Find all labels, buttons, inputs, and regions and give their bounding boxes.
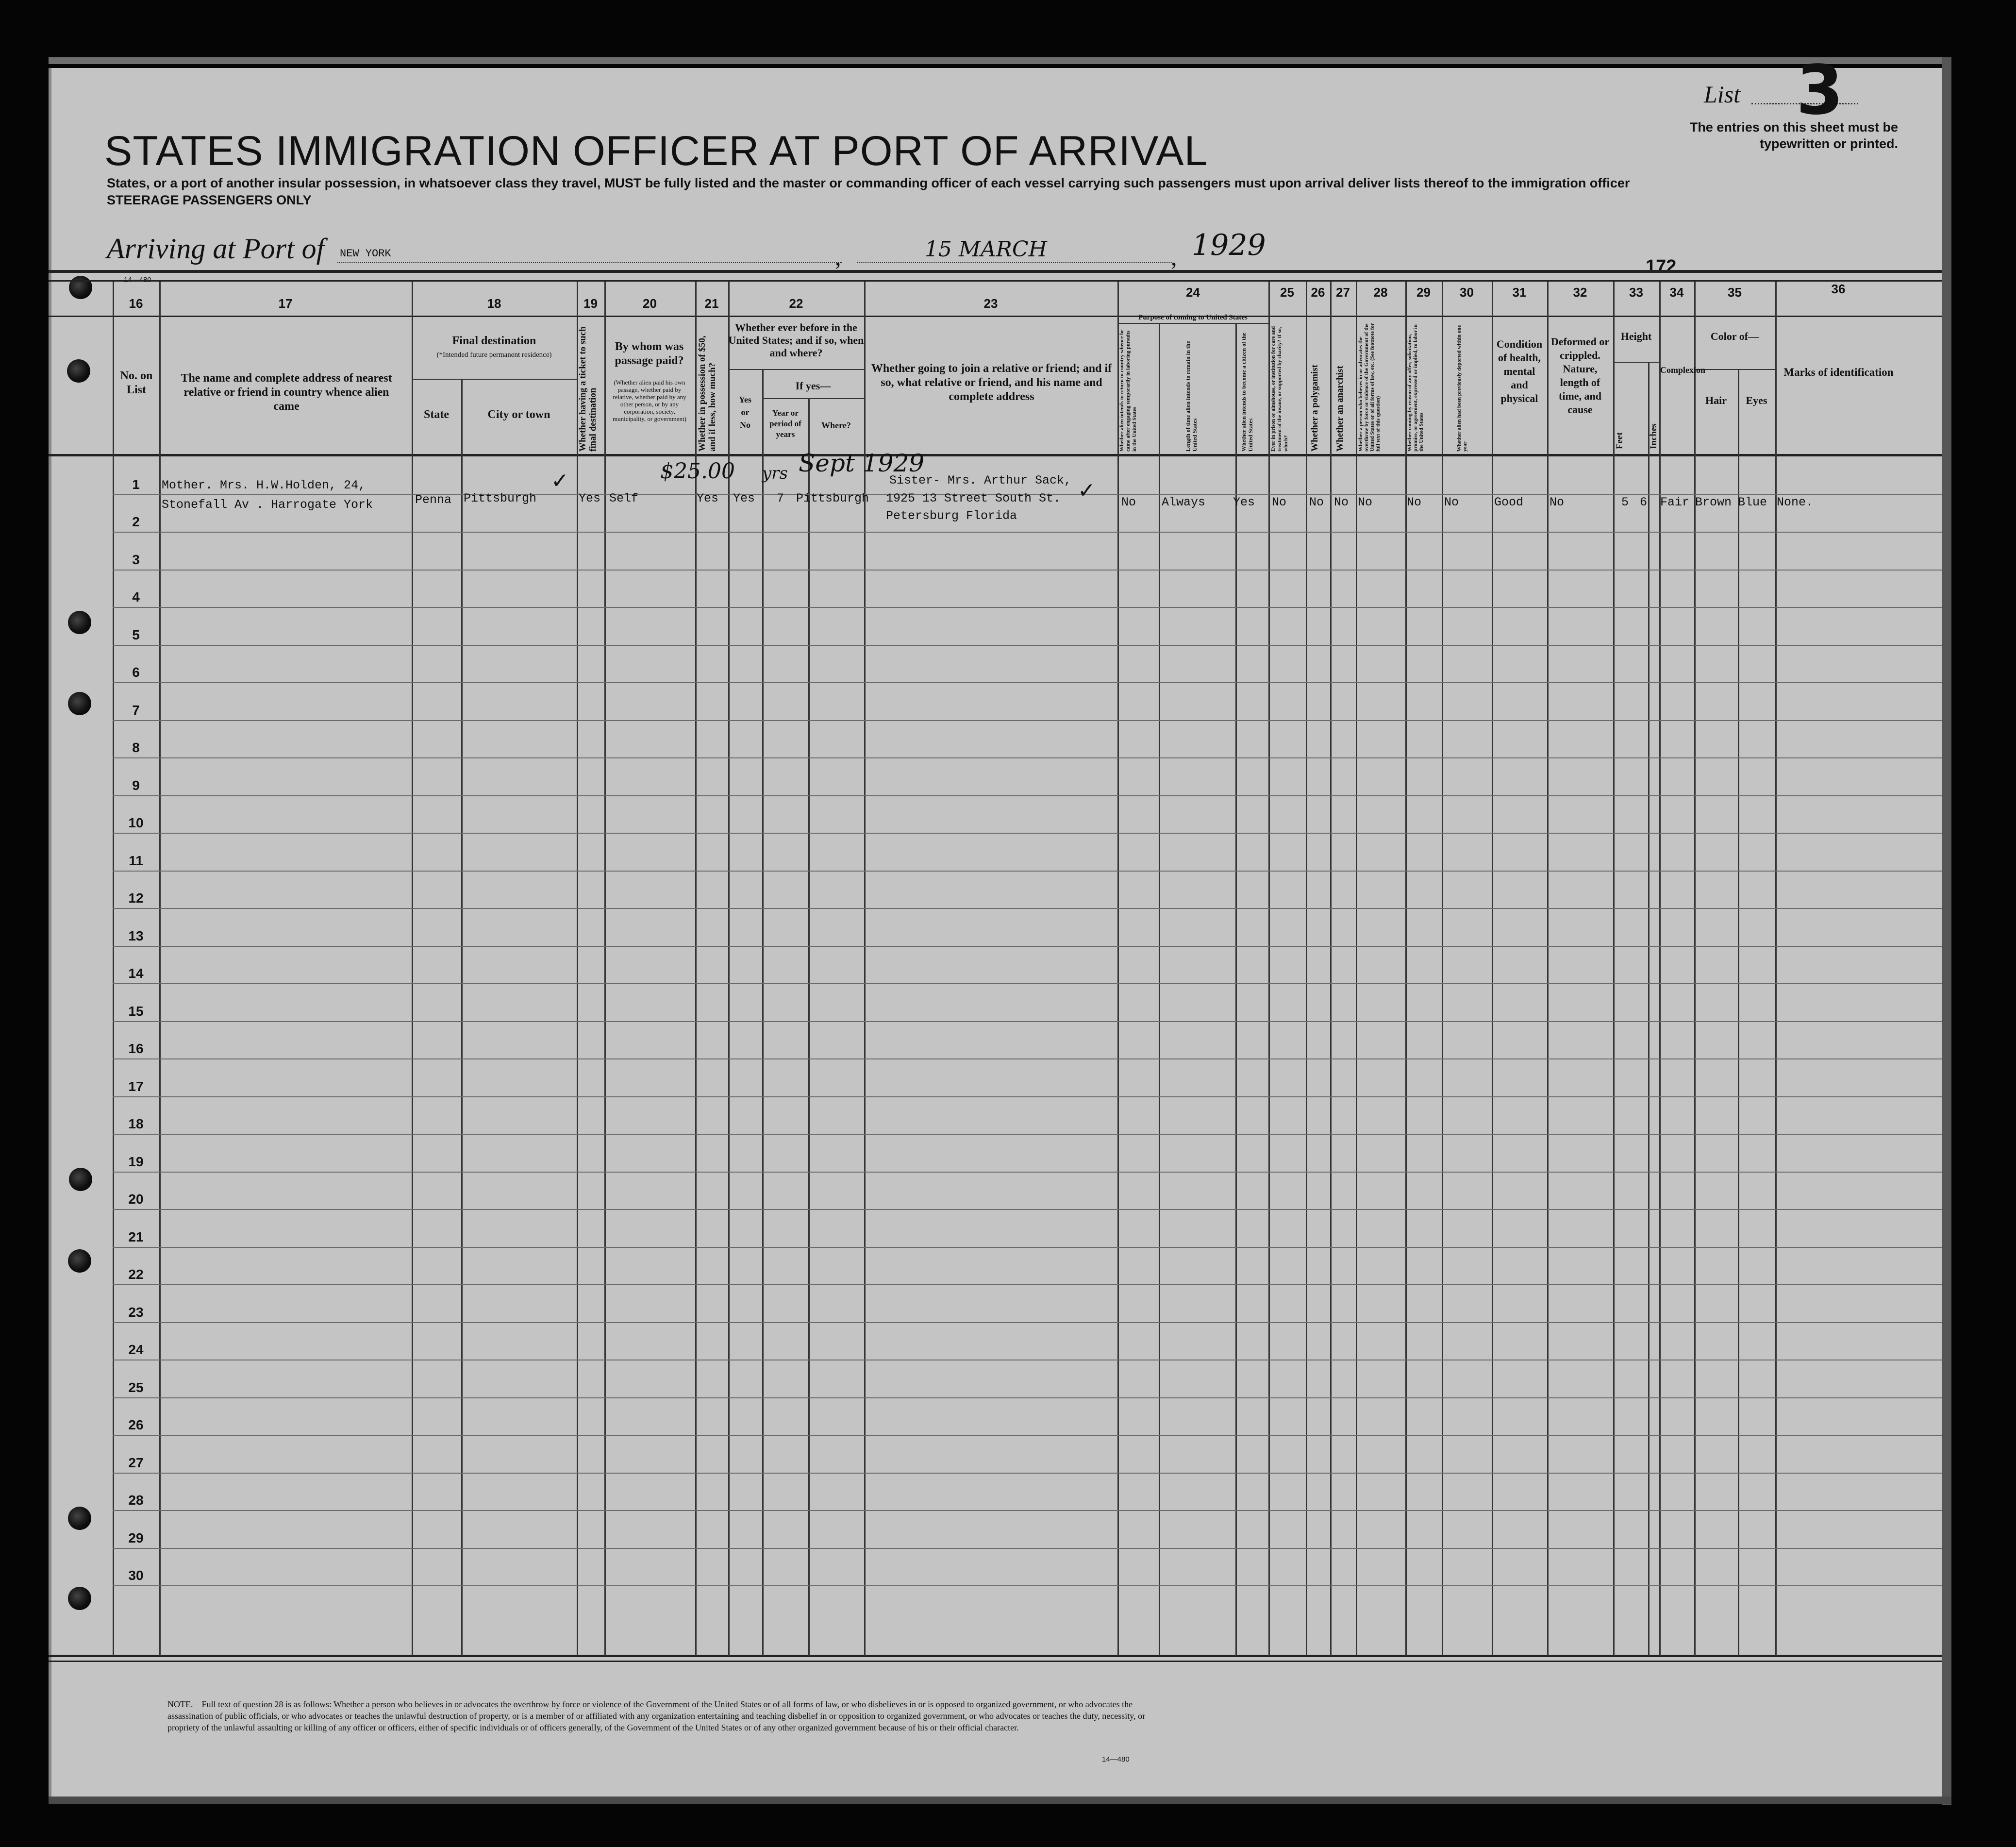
colnum-20: 20 [643, 296, 657, 311]
col-line [1613, 282, 1615, 1656]
header-purpose-citizen: Whether alien intends to become a citizen of the United States [1240, 332, 1254, 452]
header-passage-paid: By whom was passage paid? [615, 340, 684, 367]
marks-value: None. [1777, 495, 1814, 509]
row-number: 12 [128, 890, 144, 906]
row-number: 23 [128, 1305, 144, 1320]
row-rule [113, 795, 1942, 796]
height-feet-value: 5 [1621, 495, 1629, 509]
row-number: 18 [128, 1116, 144, 1131]
destination-state: Penna [415, 493, 452, 507]
row-number: 22 [128, 1267, 144, 1282]
col-line [1405, 282, 1407, 1656]
row-rule [113, 871, 1942, 872]
header-deported: Whether alien had been previously deported within one year [1456, 325, 1468, 452]
page-edge-right [1942, 57, 1951, 1805]
col-line [1268, 282, 1270, 1656]
binder-hole [68, 611, 91, 634]
header-polygamist: Whether a polygamist [1310, 364, 1320, 452]
check-mark: ✓ [551, 469, 569, 493]
colnum-18: 18 [487, 296, 501, 311]
row-number: 8 [132, 740, 140, 755]
relative-address-line1: Mother. Mrs. H.W.Holden, 24, [162, 478, 366, 492]
header-if-yes: If yes— [795, 380, 831, 392]
header-deformed: Deformed or crippled. Nature, length of time, and cause [1550, 336, 1610, 416]
row-number: 16 [128, 1041, 144, 1056]
header-ticket: Whether having a ticket to such final destination [578, 326, 598, 452]
header-height: Height [1620, 330, 1652, 342]
colnum-32: 32 [1573, 285, 1587, 300]
list-number: 3 [1796, 51, 1844, 130]
col-line [577, 282, 578, 1656]
subheader-rule [1613, 362, 1659, 363]
header-bottom-rule [49, 454, 1942, 456]
row-rule [113, 1435, 1942, 1436]
date-underline [857, 262, 1172, 263]
header-state: State [424, 408, 449, 421]
row-number: 6 [132, 665, 140, 680]
colnum-22: 22 [789, 296, 803, 311]
row-number: 5 [132, 627, 140, 642]
list-label: List [1704, 81, 1741, 108]
col-line [1648, 362, 1649, 1656]
subheader-rule [762, 398, 864, 399]
money-handwritten: $25.00 [660, 459, 735, 484]
prison-value: No [1272, 495, 1287, 509]
row-rule [113, 1510, 1942, 1511]
col-line [1694, 282, 1696, 1656]
date-handwritten: Sept 1929 [799, 449, 925, 477]
row-rule [113, 1473, 1942, 1474]
row-number: 9 [132, 778, 140, 793]
row-number: 7 [132, 703, 140, 718]
deformed-value: No [1549, 495, 1565, 509]
binder-hole [69, 1168, 92, 1191]
subheader-rule [412, 379, 577, 380]
row-rule [113, 607, 1942, 608]
header-nearest-relative: The name and complete address of nearest relative or friend in country whence alien came [181, 372, 392, 413]
row-rule [113, 1058, 1942, 1059]
page-title: STATES IMMIGRATION OFFICER AT PORT OF ARRIVAL [104, 128, 1208, 174]
colnum-33: 33 [1629, 285, 1643, 300]
ticket-value: Yes [579, 491, 601, 505]
col-line [864, 282, 866, 1656]
col-line [604, 282, 606, 1656]
header-final-destination: Final destination [452, 335, 536, 347]
col-line [1356, 282, 1357, 1656]
colnum-16: 16 [129, 296, 143, 311]
header-marks: Marks of identification [1783, 366, 1894, 378]
footnote: NOTE.—Full text of question 28 is as follows: Whether a person who believes in or advocates the overthrow by force or violence of the Government of the United States or of all forms of law, or who disbelieves in or is opposed to organized government, or who advocates the assassination of public officials, or who advocates or teaches the unlawful destruction of property, or is a member of or affiliated with any organization entertaining and teaching disbelief in or opposition to organized government, or who advocates or teaches the duty, necessity, or propriety of the unlawful assaulting or killing of any officer or officers, either of specific individuals or of officers generally, of the Government of the United States or of any other organized government because of his or their official character. [167, 1699, 1146, 1732]
colnum-31: 31 [1512, 285, 1527, 300]
colnum-26: 26 [1311, 285, 1325, 300]
table-bottom-rule-2 [49, 1661, 1942, 1662]
row-rule [113, 1322, 1942, 1323]
row-rule [113, 1548, 1942, 1549]
passage-value: Self [609, 491, 639, 505]
footnote-form-number: 14—480 [1102, 1755, 1130, 1763]
colnum-21: 21 [704, 296, 719, 311]
anarchist-value: No [1334, 495, 1349, 509]
colnum-19: 19 [583, 296, 598, 311]
row-number: 17 [128, 1079, 144, 1094]
row-rule [113, 532, 1942, 533]
relative-address-line2: Stonefall Av . Harrogate York [162, 498, 373, 512]
length-value: Always [1162, 495, 1206, 509]
row-number: 3 [132, 552, 140, 567]
row-rule [113, 757, 1942, 758]
table-top-rule [49, 270, 1942, 273]
row-number: 11 [129, 853, 143, 868]
col-line [1775, 282, 1777, 1656]
row-rule [113, 908, 1942, 909]
date-value: 15 MARCH [925, 237, 1047, 262]
header-feet: Feet [1615, 432, 1625, 449]
subheader-rule [728, 369, 864, 370]
hair-value: Brown [1695, 495, 1732, 509]
row-number: 26 [128, 1417, 144, 1432]
table-bottom-rule [49, 1655, 1942, 1657]
sheet-number: 172 [1646, 256, 1677, 277]
header-possession-50: Whether in possession of $50, and if less, how much? [697, 336, 717, 452]
col-line [159, 282, 161, 1656]
col-line [695, 282, 697, 1656]
subheader-rule [1117, 323, 1268, 324]
header-color-of: Color of— [1710, 330, 1759, 342]
col-line [1306, 282, 1307, 1656]
contract-value: No [1407, 495, 1422, 509]
row-rule [113, 1247, 1942, 1248]
binder-hole [67, 359, 90, 383]
row-number: 20 [128, 1192, 144, 1207]
where-value: Pittsburgh [796, 491, 869, 505]
col-line [808, 398, 810, 1656]
row-number: 21 [128, 1229, 144, 1244]
colnum-27: 27 [1336, 285, 1350, 300]
row-number: 14 [128, 966, 144, 981]
row-number: 30 [128, 1568, 144, 1583]
ever-before-value: Yes [733, 491, 755, 505]
colnum-35: 35 [1728, 285, 1742, 300]
subheader-rule [1694, 369, 1775, 370]
col-line [412, 282, 413, 1656]
row-number: 25 [128, 1380, 144, 1395]
deported-value: No [1444, 495, 1459, 509]
row-number: 2 [132, 514, 140, 529]
colnum-36: 36 [1831, 282, 1846, 296]
col-line [1738, 369, 1739, 1656]
row-number: 27 [128, 1455, 144, 1470]
port-value: NEW YORK [340, 248, 391, 260]
year-value: 1929 [1192, 228, 1266, 262]
header-inches: Inches [1649, 423, 1659, 449]
joining-line1: Sister- Mrs. Arthur Sack, [889, 473, 1072, 487]
row-rule [113, 983, 1942, 984]
health-value: Good [1494, 495, 1524, 509]
col-line [762, 369, 764, 1656]
row-rule [113, 570, 1942, 571]
year-value: 7 [777, 491, 784, 505]
col-line [1159, 323, 1160, 1656]
row-rule [113, 1172, 1942, 1173]
header-ever-before: Whether ever before in the United States; and if so, when and where? [728, 321, 864, 359]
row-number: 10 [128, 815, 144, 830]
colnum-30: 30 [1460, 285, 1474, 300]
row-rule [113, 1134, 1942, 1135]
col-line [1117, 282, 1119, 1656]
col-line [1330, 282, 1332, 1656]
row-rule [113, 682, 1942, 683]
binder-hole [68, 1587, 91, 1610]
header-no-on-list: No. on List [120, 369, 153, 396]
binder-hole [68, 1507, 91, 1530]
col-line [1547, 282, 1549, 1656]
arriving-label: Arriving at Port of [107, 233, 325, 265]
row-number: 1 [132, 477, 140, 492]
colnum-29: 29 [1416, 285, 1431, 300]
row-rule [113, 1585, 1942, 1586]
colnum-24: 24 [1186, 285, 1200, 300]
col-line [728, 282, 730, 1656]
height-inches-value: 6 [1640, 495, 1648, 509]
row-number: 19 [128, 1154, 144, 1169]
check-mark: ✓ [1078, 478, 1096, 503]
row-rule [113, 1284, 1942, 1285]
overthrow-value: No [1358, 495, 1373, 509]
row-number: 24 [128, 1342, 144, 1357]
row-rule [113, 645, 1942, 646]
header-overthrow: Whether a person who believes in or advocates the overthrow by force or violence of the Government of the United States or of all forms of law, etc. (See footnote for full text of this question) [1358, 323, 1381, 452]
header-complexion: Complexion [1660, 365, 1706, 375]
page-edge-top [49, 57, 1951, 64]
binder-hole [69, 276, 92, 299]
polygamist-value: No [1309, 495, 1324, 509]
header-purpose-return: Whether alien intends to return to country whence he came after engaging temporarily in laboring pursuits in the United States [1119, 329, 1137, 452]
comma: , [1171, 243, 1177, 270]
money-value: Yes [697, 491, 719, 505]
typewritten-instruction: The entries on this sheet must be typewritten or printed. [1689, 120, 1898, 151]
joining-line3: Petersburg Florida [886, 509, 1017, 523]
row-rule [113, 1021, 1942, 1022]
joining-line2: 1925 13 Street South St. [886, 491, 1061, 505]
col-line [1235, 323, 1237, 1656]
binder-hole [68, 692, 91, 715]
header-final-destination-note: (*Intended future permanent residence) [436, 351, 552, 359]
page-subtitle: States, or a port of another insular possession, in whatsoever class they travel, MUST be fully listed and the master or commanding officer of each vessel carrying such passengers must upon arrival deliver lists thereof to the immigration officer [107, 176, 1630, 190]
header-purpose: Purpose of coming to United States [1138, 314, 1248, 321]
header-purpose-length: Length of time alien intends to remain in the United States [1184, 341, 1198, 452]
colnum-34: 34 [1669, 285, 1684, 300]
complexion-value: Fair [1660, 495, 1690, 509]
col-line [1492, 282, 1493, 1656]
row-rule [113, 1209, 1942, 1210]
col-line [113, 282, 114, 1656]
row-number: 4 [132, 589, 140, 604]
header-hair: Hair [1705, 394, 1727, 406]
row-number: 13 [128, 928, 144, 943]
header-prison: Ever in prison or almshouse, or institution for care and treatment of the insane, or supported by charity? If so, which? [1270, 326, 1289, 452]
row-rule [113, 833, 1942, 834]
header-year-period: Year or period of years [769, 408, 801, 439]
colnum-17: 17 [278, 296, 293, 311]
row-rule [113, 1096, 1942, 1097]
header-eyes: Eyes [1746, 394, 1767, 406]
page-edge-bottom [49, 1797, 1951, 1804]
header-health: Condition of health, mental and physical [1496, 338, 1543, 404]
citizen-value: Yes [1233, 495, 1255, 509]
header-passage-paid-note: (Whether alien paid his own passage, whether paid by relative, whether paid by any other person, or by any corporation, society, municipality, or government) [613, 379, 686, 422]
colnum-28: 28 [1373, 285, 1388, 300]
destination-city: Pittsburgh [464, 491, 537, 505]
return-value: No [1121, 495, 1136, 509]
comma: , [835, 243, 841, 270]
row-rule [113, 1397, 1942, 1398]
row-number: 28 [128, 1493, 144, 1508]
table-second-rule [49, 280, 1942, 282]
colnum-25: 25 [1280, 285, 1294, 300]
form-number: 14—480 [124, 276, 151, 284]
port-underline [337, 262, 842, 263]
col-line [1659, 282, 1661, 1656]
eyes-value: Blue [1738, 495, 1767, 509]
header-city: City or town [487, 408, 550, 421]
row-rule [113, 946, 1942, 947]
header-anarchist: Whether an anarchist [1335, 366, 1345, 452]
header-joining-relative: Whether going to join a relative or friend; and if so, what relative or friend, and his name and complete address [871, 362, 1112, 403]
row-number: 29 [128, 1530, 144, 1545]
years-handwritten: yrs [762, 464, 788, 483]
steerage-label: STEERAGE PASSENGERS ONLY [107, 193, 312, 207]
row-rule [113, 720, 1942, 721]
colnum-23: 23 [983, 296, 998, 311]
header-contract: Whether coming by reason of any offer, solicitation, promise, or agreement, expressed or implied, to labor in the United States [1407, 324, 1424, 452]
header-yes-no: Yes or No [739, 395, 751, 430]
colnum-rule [49, 316, 1942, 317]
header-where: Where? [821, 420, 851, 430]
col-line [1442, 282, 1443, 1656]
row-number: 15 [128, 1004, 144, 1019]
binder-hole [68, 1249, 91, 1273]
